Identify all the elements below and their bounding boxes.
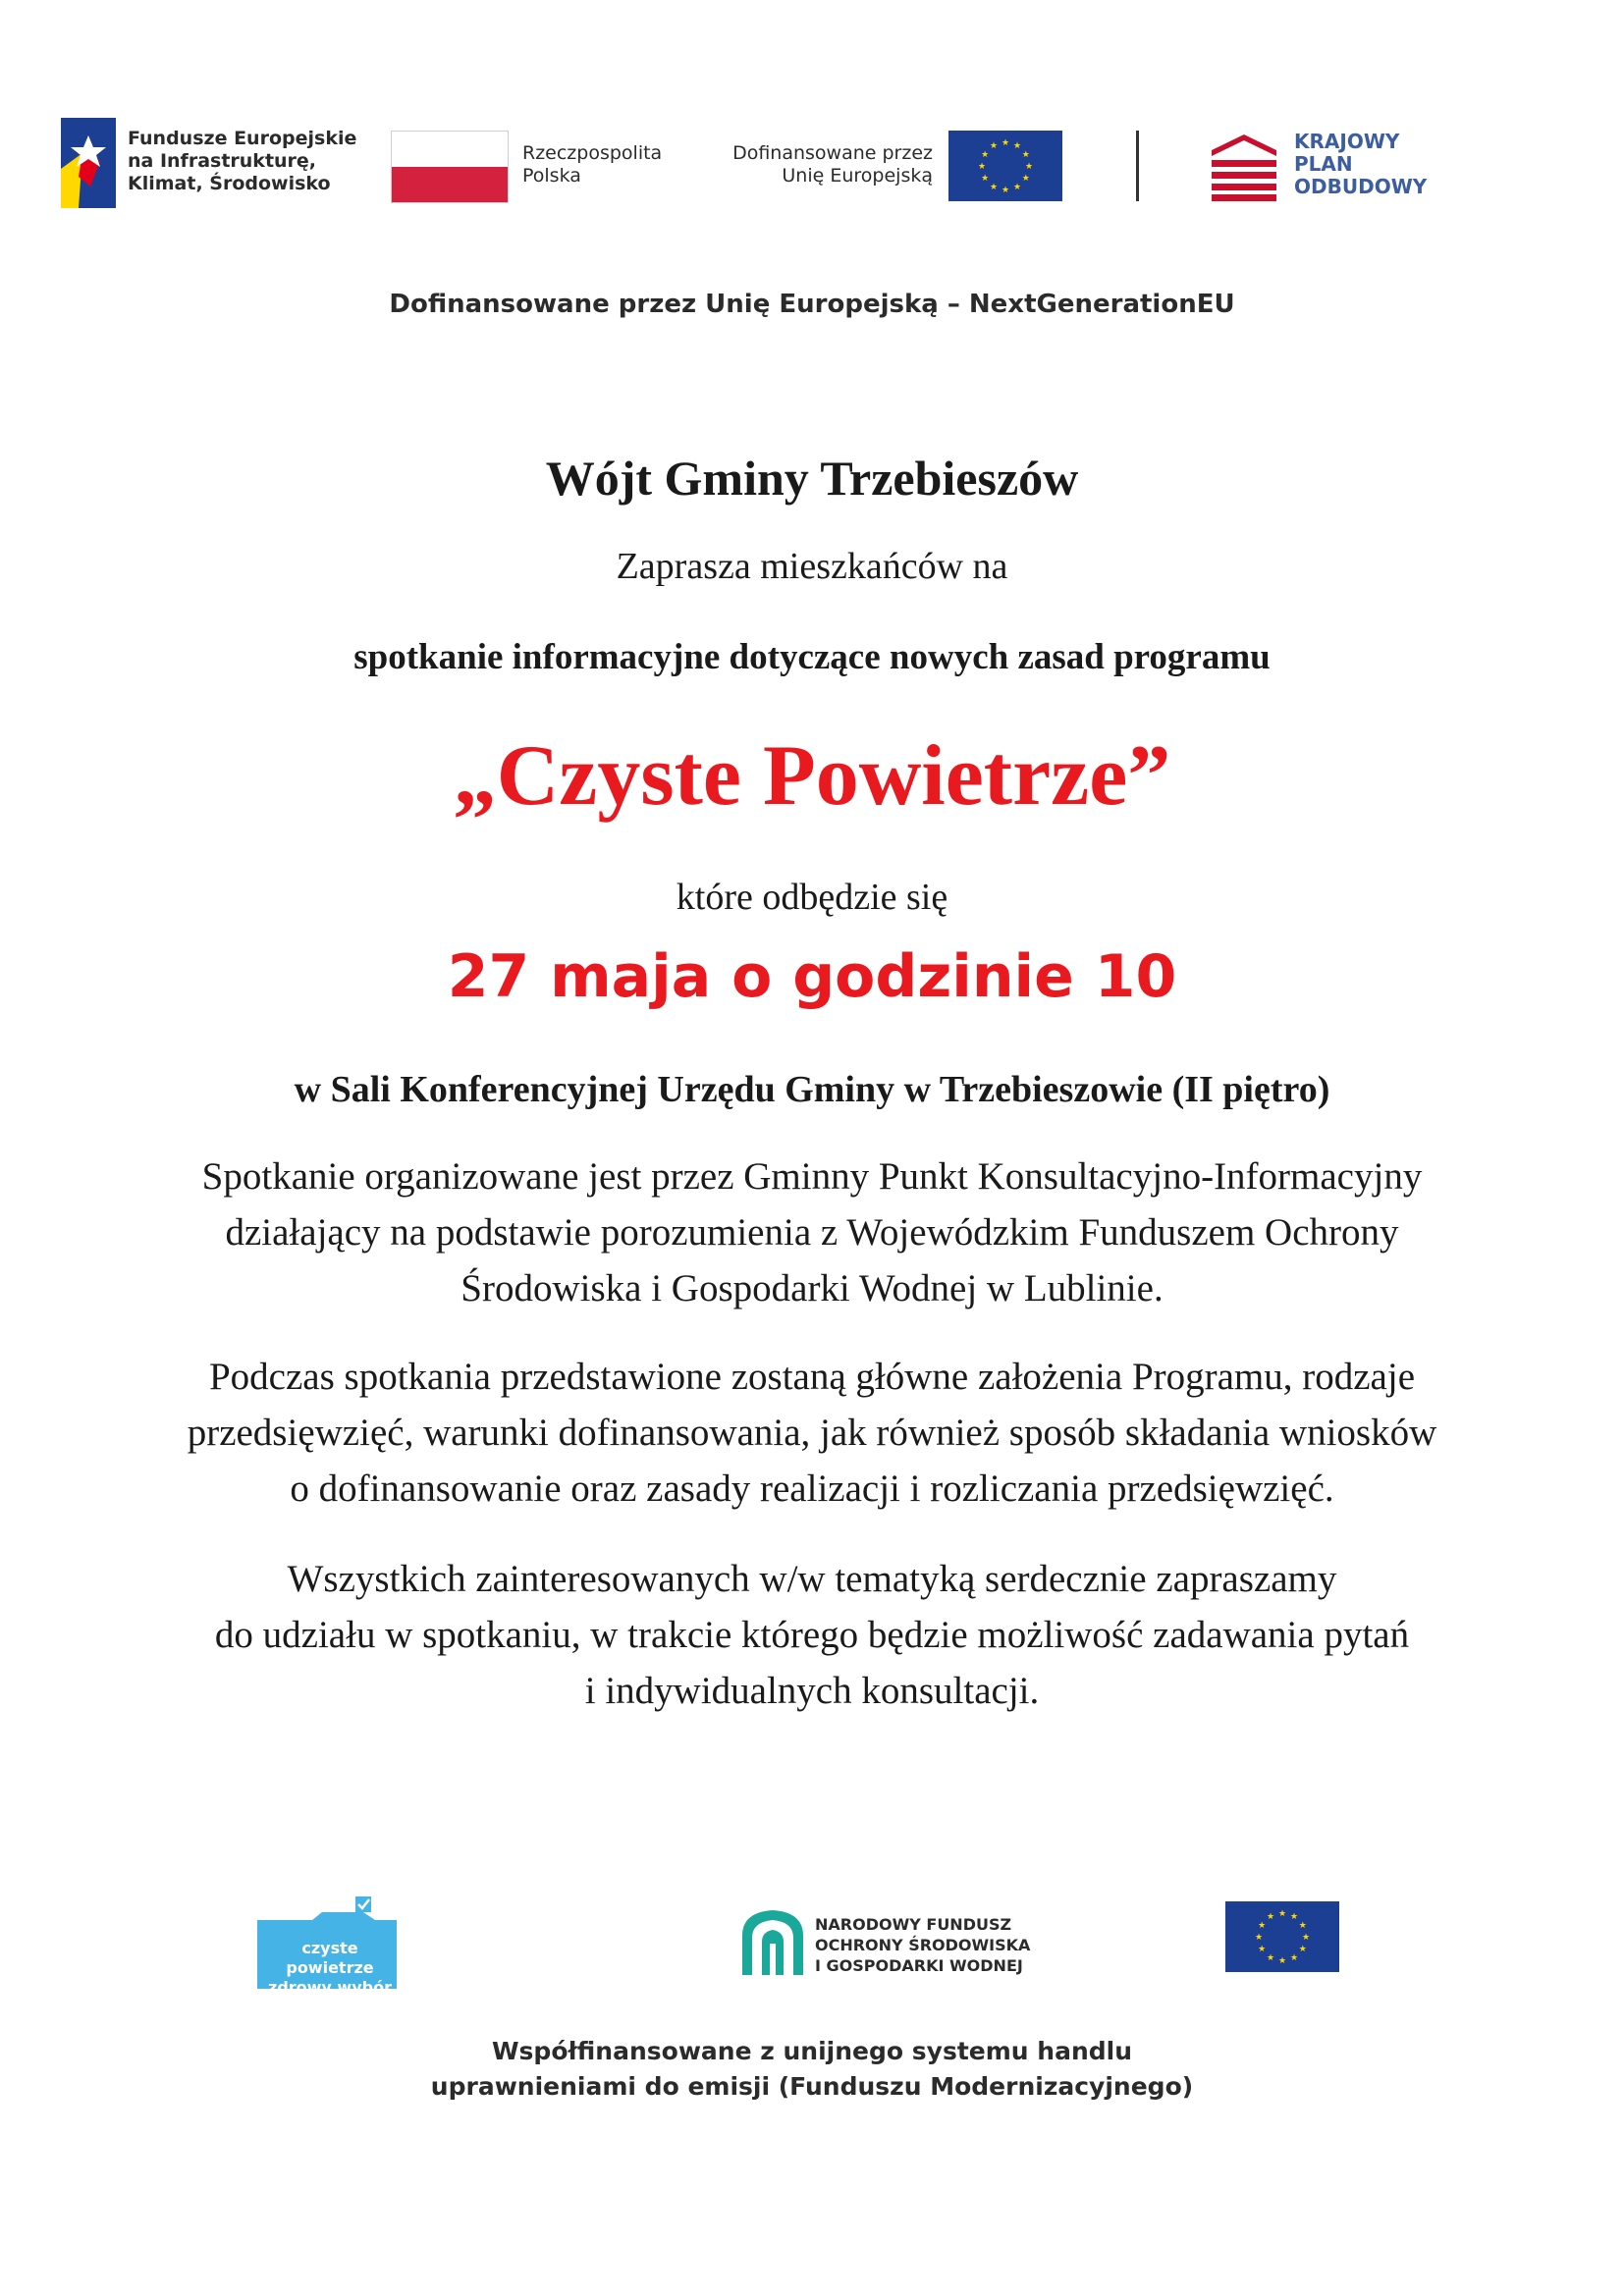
eu-star-icon: ★ — [1001, 137, 1010, 147]
paragraph-line: Środowiska i Gospodarki Wodnej w Lublinie. — [460, 1267, 1164, 1309]
when-intro: które odbędzie się — [676, 877, 948, 918]
eu-star-icon: ★ — [981, 149, 990, 159]
eu-star-icon: ★ — [1012, 181, 1022, 191]
nf-logo-line: OCHRONY ŚRODOWISKA — [815, 1936, 1031, 1954]
fe-flag-icon — [61, 118, 116, 208]
logo-divider — [1136, 131, 1139, 201]
eu-star-icon: ★ — [1012, 140, 1022, 151]
program-name: „Czyste Powietrze” — [453, 728, 1171, 824]
eu-star-icon: ★ — [1277, 1908, 1287, 1918]
rp-logo-line: Polska — [522, 165, 581, 187]
nfosigw-logo-text — [815, 1914, 1030, 1976]
eu-star-icon: ★ — [1298, 1944, 1307, 1953]
fe-logo-line: Fundusze Europejskie — [128, 128, 357, 149]
fe-logo-line: na Infrastrukturę, — [128, 150, 317, 172]
invite-line: Zaprasza mieszkańców na — [616, 546, 1008, 587]
eu-star-icon: ★ — [989, 140, 999, 151]
event-place: w Sali Konferencyjnej Urzędu Gminy w Trzebieszowie (II piętro) — [294, 1069, 1330, 1110]
eu-star-icon: ★ — [1289, 1951, 1299, 1962]
invitation-paragraph — [0, 1551, 1624, 1719]
paragraph-line: Wszystkich zainteresowanych w/w tematyką serdecznie zapraszamy — [287, 1558, 1337, 1600]
eu-star-icon: ★ — [1258, 1944, 1267, 1953]
nf-logo-line: NARODOWY FUNDUSZ — [815, 1915, 1012, 1934]
eu-star-icon: ★ — [1277, 1955, 1287, 1965]
paragraph-line: przedsięwzięć, warunki dofinansowania, jak również sposób składania wniosków — [187, 1412, 1437, 1454]
kpo-logo-line: PLAN — [1294, 152, 1353, 176]
fe-logo-line: Klimat, Środowisko — [128, 173, 331, 194]
nf-logo-line: I GOSPODARKI WODNEJ — [815, 1956, 1023, 1975]
eu-star-icon: ★ — [981, 173, 990, 183]
eu-star-icon: ★ — [1021, 149, 1030, 159]
eu-star-icon: ★ — [1298, 1920, 1307, 1930]
fe-logo — [61, 118, 116, 208]
eu-funding-text — [707, 142, 933, 187]
fe-logo-text — [128, 128, 356, 195]
eu-funding-line: Unię Europejską — [782, 165, 933, 187]
czyste-powietrze-logo-text — [257, 1939, 403, 1998]
eu-flag-icon — [948, 131, 1062, 201]
agenda-paragraph — [0, 1349, 1624, 1517]
paragraph-line: Spotkanie organizowane jest przez Gminny Punkt Konsultacyjno-Informacyjny — [201, 1155, 1423, 1198]
kpo-logo-line: KRAJOWY — [1294, 130, 1400, 153]
paragraph-line: działający na podstawie porozumienia z Wojewódzkim Funduszem Ochrony — [225, 1211, 1399, 1254]
eu-star-icon: ★ — [1301, 1932, 1311, 1942]
rp-logo-text — [522, 142, 662, 187]
event-date: 27 maja o godzinie 10 — [447, 942, 1177, 1011]
eu-star-icon: ★ — [1258, 1920, 1267, 1930]
eu-star-icon: ★ — [1021, 173, 1030, 183]
page-title: Wójt Gminy Trzebieszów — [545, 451, 1079, 506]
meeting-line: spotkanie informacyjne dotyczące nowych zasad programu — [353, 637, 1271, 677]
paragraph-line: Podczas spotkania przedstawione zostaną główne założenia Programu, rodzaje — [208, 1356, 1416, 1398]
polish-flag-icon — [391, 131, 509, 203]
paragraph-line: i indywidualnych konsultacji. — [584, 1670, 1040, 1712]
eu-star-icon: ★ — [989, 181, 999, 191]
paragraph-line: o dofinansowanie oraz zasady realizacji i rozliczania przedsięwzięć. — [290, 1468, 1334, 1510]
eu-star-icon: ★ — [1001, 185, 1010, 194]
paragraph-line: do udziału w spotkaniu, w trakcie którego będzie możliwość zadawania pytań — [214, 1614, 1410, 1656]
caption-line: Współfinansowane z unijnego systemu handlu — [491, 2037, 1133, 2065]
kpo-logo-line: ODBUDOWY — [1294, 175, 1428, 198]
organizer-paragraph — [0, 1148, 1624, 1316]
caption-line: uprawnieniami do emisji (Funduszu Modernizacyjnego) — [430, 2072, 1194, 2101]
nextgen-eu-caption: Dofinansowane przez Unię Europejską – NextGenerationEU — [389, 290, 1235, 319]
kpo-logo-icon — [1210, 133, 1278, 201]
nfosigw-logo-icon — [738, 1906, 807, 1975]
cp-logo-line: czyste powietrze — [286, 1939, 374, 1977]
eu-star-icon: ★ — [1266, 1951, 1275, 1962]
modernisation-fund-caption — [0, 2034, 1624, 2105]
eu-star-icon: ★ — [1266, 1911, 1275, 1922]
eu-star-icon: ★ — [1289, 1911, 1299, 1922]
rp-logo-line: Rzeczpospolita — [522, 142, 663, 164]
eu-star-icon: ★ — [977, 161, 987, 171]
eu-star-icon: ★ — [1024, 161, 1034, 171]
cp-logo-line: zdrowy wybór — [268, 1978, 392, 1997]
eu-star-icon: ★ — [1254, 1932, 1264, 1942]
eu-flag-icon — [1225, 1901, 1339, 1972]
kpo-logo-text — [1294, 131, 1427, 198]
eu-funding-line: Dofinansowane przez — [732, 142, 933, 164]
